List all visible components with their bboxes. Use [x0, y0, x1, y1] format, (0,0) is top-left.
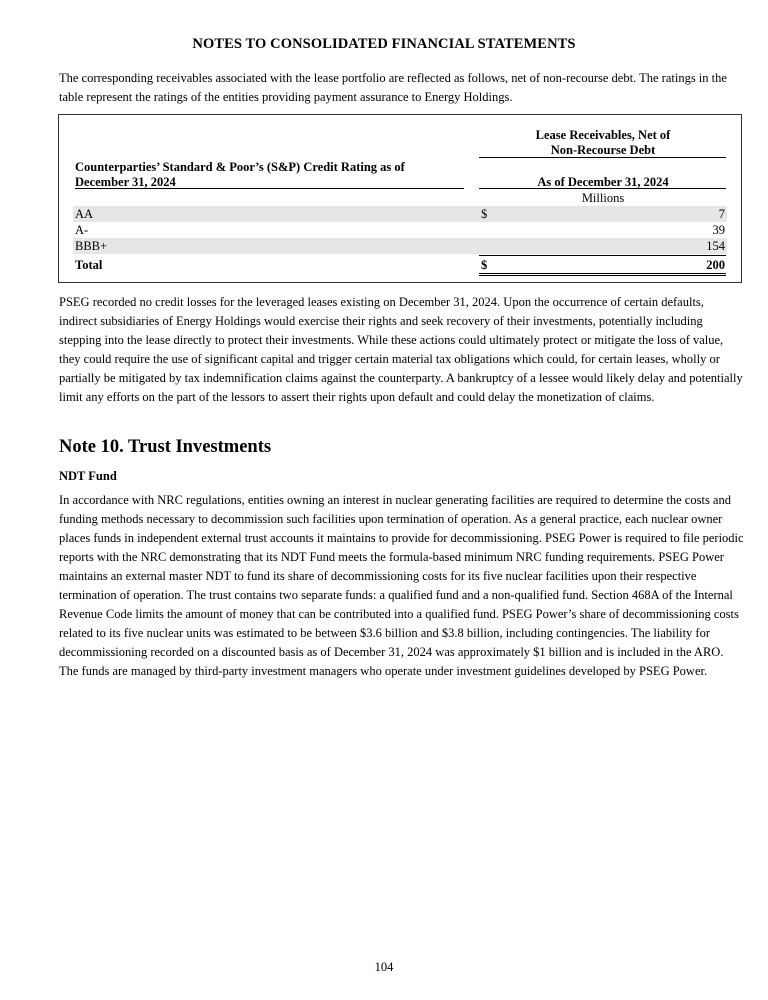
value-subheader-rule: [479, 188, 726, 189]
total-value: 200: [706, 258, 725, 272]
total-label: Total: [75, 258, 103, 272]
total-double-rule-1: [479, 273, 726, 274]
value-header-rule: [479, 157, 726, 158]
table-row: [73, 238, 727, 254]
label-header-rule: [75, 188, 464, 189]
total-row: [73, 257, 727, 273]
rating-cell: A-: [75, 223, 89, 237]
table-row: [73, 206, 727, 222]
intro-paragraph: The corresponding receivables associated with the lease portfolio are reflected as follows, net of non-recourse debt. The ratings in the table represent the ratings of the entities providing payment assurance to Energy Holdings.: [59, 71, 727, 104]
value-cell: 39: [712, 223, 725, 237]
total-double-rule-2: [479, 275, 726, 276]
page-title: NOTES TO CONSOLIDATED FINANCIAL STATEMENTS: [192, 36, 576, 52]
rating-cell: BBB+: [75, 239, 108, 253]
section-heading: Note 10. Trust Investments: [59, 437, 272, 457]
units-label: Millions: [581, 191, 625, 205]
value-cell: 7: [718, 207, 725, 221]
label-header-line2: December 31, 2024: [75, 175, 176, 189]
ndt-fund-paragraph: In accordance with NRC regulations, entities owning an interest in nuclear generating facilities are required to determine the costs and funding methods necessary to decommission such facilities upon termination of operation. As a general practice, each nuclear owner places funds in independent external trust accounts it maintains to provide for decommissioning. PSEG Power is required to file periodic reports with the NRC demonstrating that its NDT Fund meets the formula-based minimum NRC funding requirements. PSEG Power maintains an external master NDT to fund its share of decommissioning costs for its five nuclear facilities upon their respective termination of operation. The trust contains two separate funds: a qualified fund and a non-qualified fund. Section 468A of the Internal Revenue Code limits the amount of money that can be contributed into a qualified fund. PSEG Power’s share of decommissioning costs related to its five nuclear units was estimated to be between $3.6 billion and $3.8 billion, including contingencies. The liability for decommissioning recorded on a discounted basis as of December 31, 2024 was approximately $1 billion and is included in the ARO. The funds are managed by third-party investment managers who operate under investment guidelines developed by PSEG Power.: [59, 493, 744, 678]
table-row: [73, 222, 727, 238]
lease-receivables-table: [58, 114, 742, 283]
label-header-line1: Counterparties’ Standard & Poor’s (S&P) Credit Rating as of: [75, 160, 405, 174]
value-header-line2: Non-Recourse Debt: [550, 143, 656, 157]
currency-symbol: $: [481, 207, 488, 221]
value-header-line1: Lease Receivables, Net of: [535, 128, 671, 142]
subsection-heading: NDT Fund: [59, 469, 117, 483]
value-subheader: As of December 31, 2024: [537, 175, 669, 189]
value-cell: 154: [706, 239, 725, 253]
page-number: 104: [374, 960, 394, 974]
credit-losses-paragraph: PSEG recorded no credit losses for the leveraged leases existing on December 31, 2024. Upon the occurrence of certain defaults, indirect subsidiaries of Energy Holdings would exercise their rights and seek recovery of their investments, potentially including stepping into the lease directly to protect their investments. While these actions could ultimately protect or mitigate the loss of value, they could require the use of significant capital and trigger certain material tax obligations which could, for certain leases, wholly or partially be mitigated by tax indemnification claims against the counterparty. A bankruptcy of a lessee would likely delay and potentially limit any efforts on the part of the lessors to assert their rights upon default and could delay the monetization of claims.: [59, 295, 743, 404]
total-top-rule: [479, 255, 726, 256]
rating-cell: AA: [75, 207, 94, 221]
currency-symbol: $: [481, 258, 488, 272]
